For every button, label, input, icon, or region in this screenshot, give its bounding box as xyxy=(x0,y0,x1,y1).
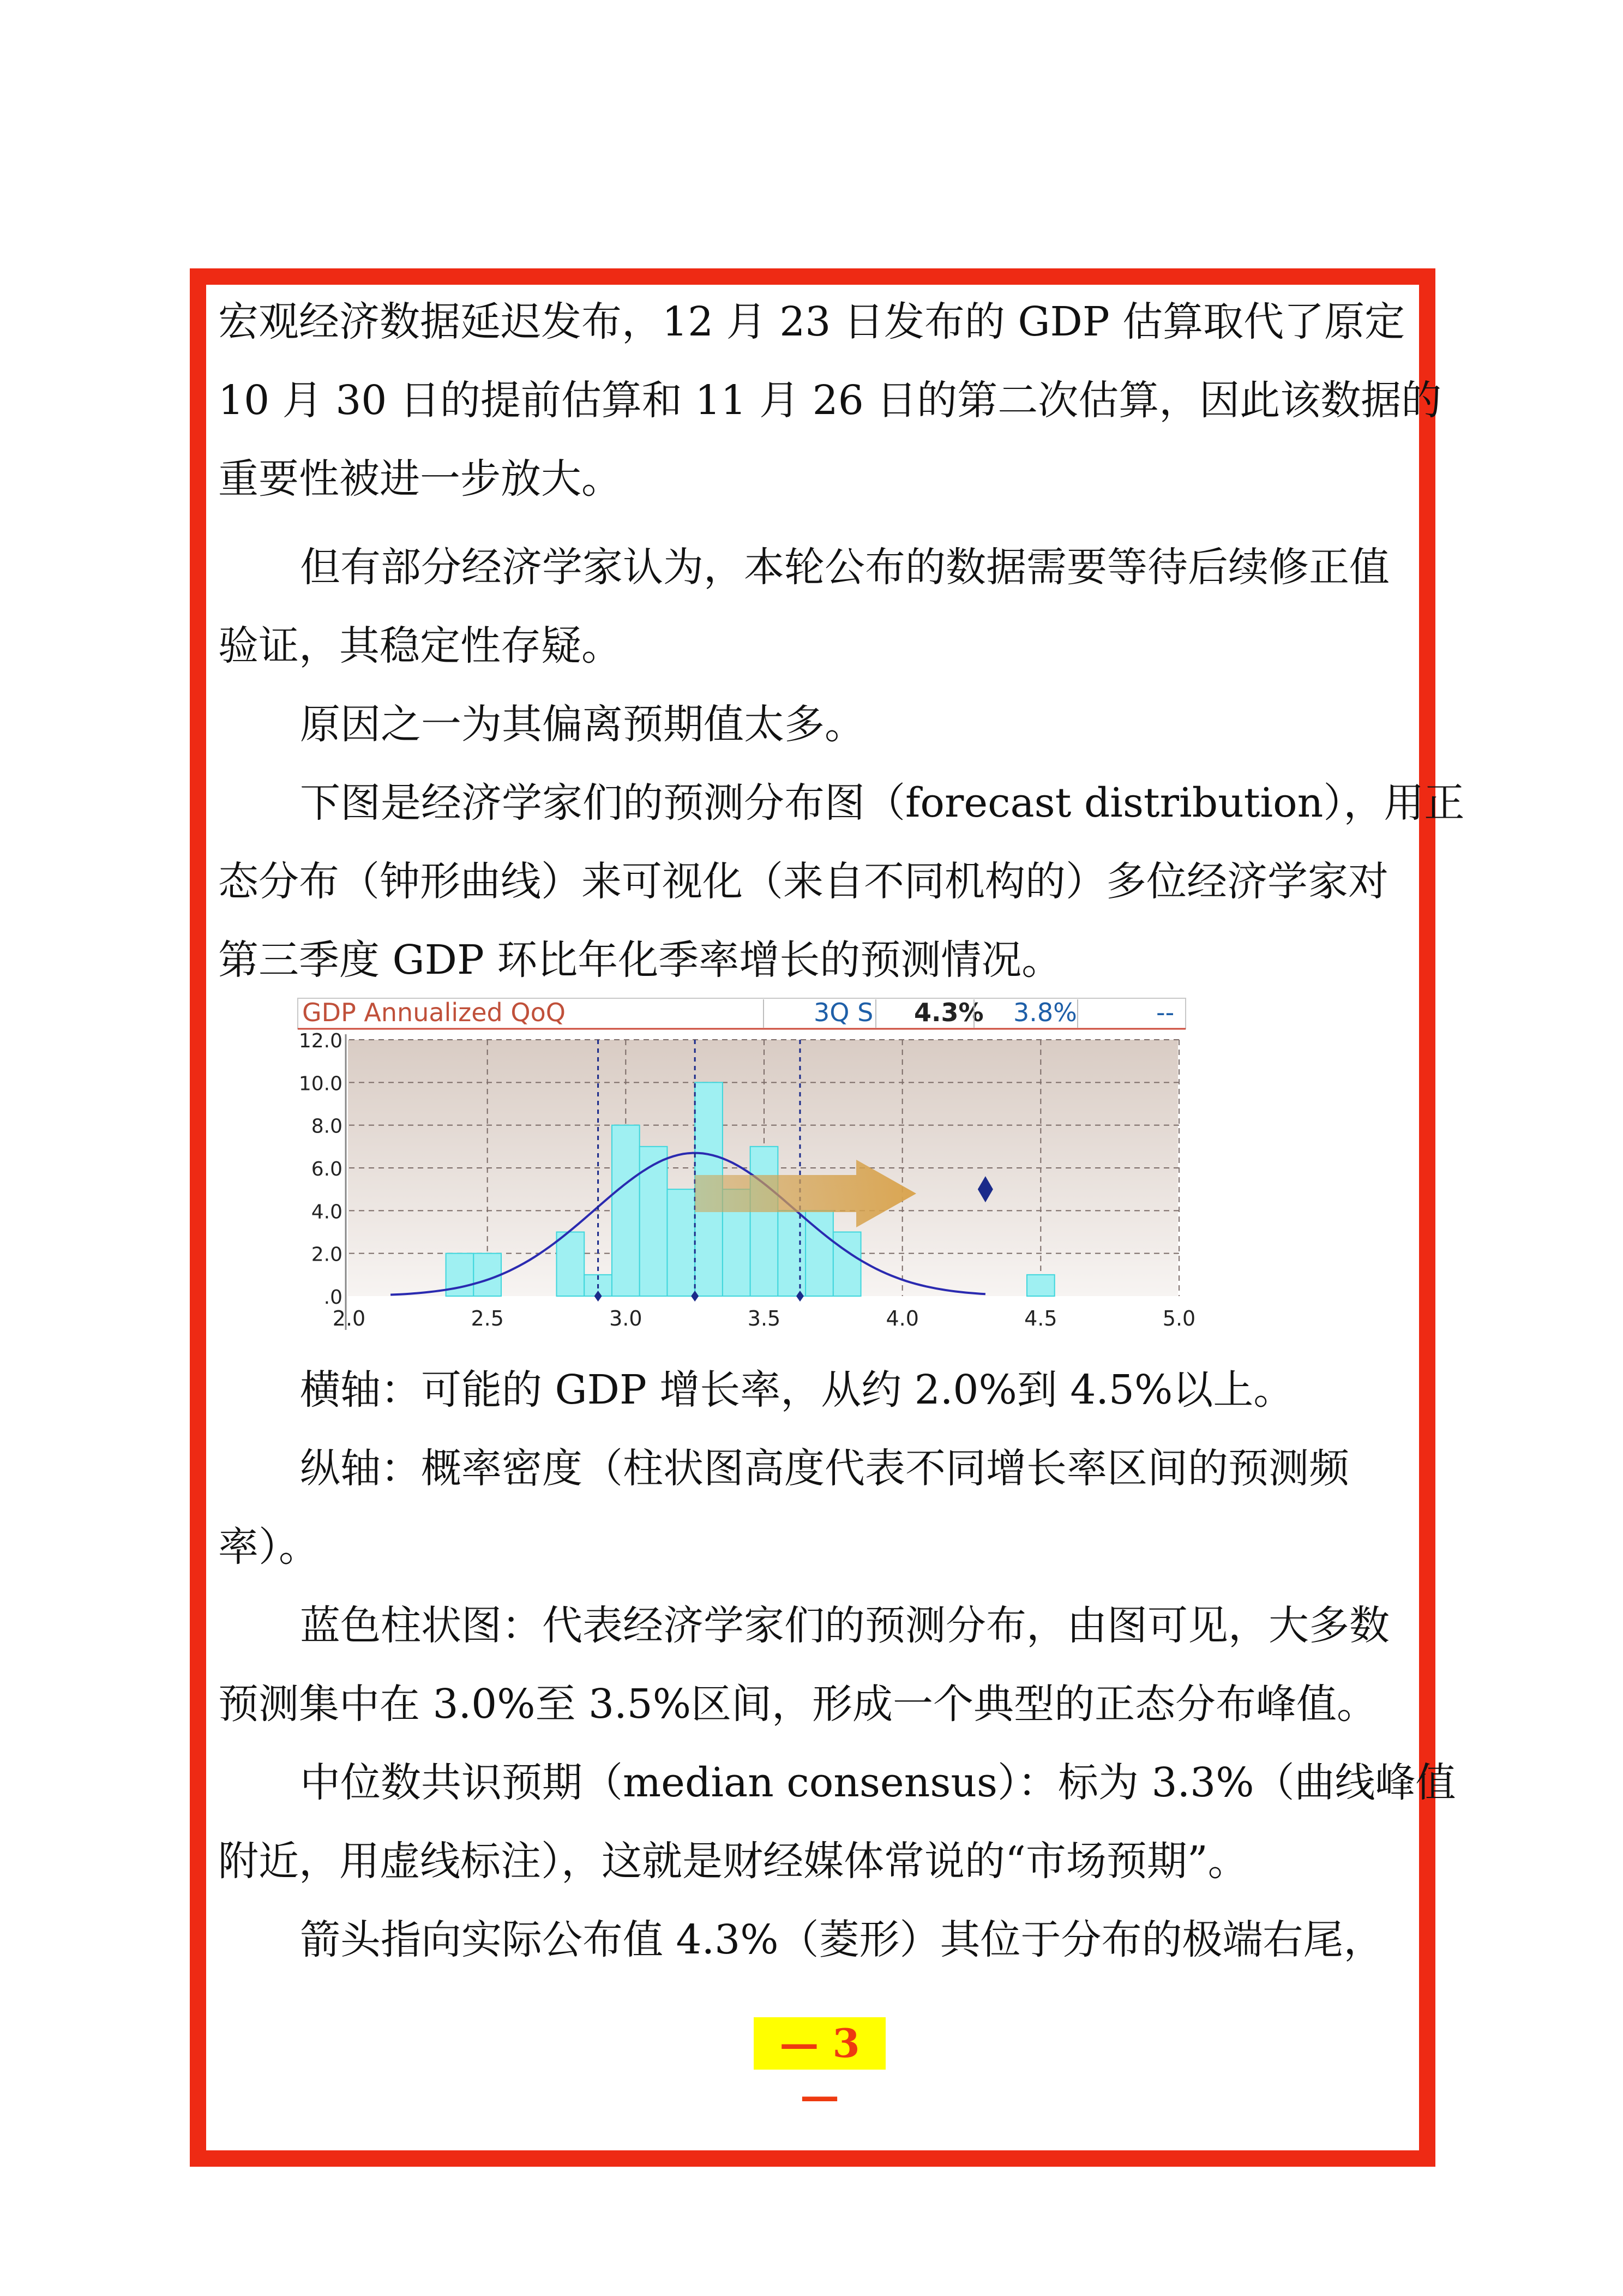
paragraph-line: 重要性被进一步放大。 xyxy=(218,455,622,502)
histogram-bar xyxy=(667,1189,695,1296)
paragraph-line: 中位数共识预期（median consensus）：标为 3.3%（曲线峰值 xyxy=(300,1759,1456,1806)
header-actual-value: 4.3% xyxy=(914,998,984,1027)
paragraph-line: 态分布（钟形曲线）来可视化（来自不同机构的）多位经济学家对 xyxy=(218,858,1388,905)
histogram-bar xyxy=(833,1232,861,1297)
y-tick-label: 6.0 xyxy=(311,1158,342,1180)
page-number: — 3 — xyxy=(754,2017,886,2070)
header-period: 3Q S xyxy=(814,998,874,1027)
histogram-bar xyxy=(778,1210,806,1296)
histogram-bar xyxy=(640,1147,668,1296)
paragraph-line: 验证，其稳定性存疑。 xyxy=(218,622,622,669)
paragraph-line: 宏观经济数据延迟发布，12 月 23 日发布的 GDP 估算取代了原定 xyxy=(218,298,1405,345)
x-tick-label: 4.0 xyxy=(886,1306,919,1330)
y-tick-label: 2.0 xyxy=(311,1243,342,1266)
x-tick-label: 5.0 xyxy=(1162,1306,1196,1330)
header-prior-value: -- xyxy=(1156,998,1175,1027)
paragraph-line: 横轴：可能的 GDP 增长率，从约 2.0%到 4.5%以上。 xyxy=(300,1366,1294,1413)
header-consensus-value: 3.8% xyxy=(1013,998,1077,1027)
histogram-bar xyxy=(1027,1275,1055,1296)
forecast-distribution-chart xyxy=(294,996,1196,1341)
paragraph-line: 预测集中在 3.0%至 3.5%区间，形成一个典型的正态分布峰值。 xyxy=(218,1681,1378,1728)
paragraph-line: 但有部分经济学家认为，本轮公布的数据需要等待后续修正值 xyxy=(300,544,1390,591)
histogram-bar xyxy=(473,1254,501,1296)
paragraph-line: 第三季度 GDP 环比年化季率增长的预测情况。 xyxy=(218,937,1062,984)
paragraph-line: 附近，用虚线标注），这就是财经媒体常说的“市场预期”。 xyxy=(218,1838,1248,1885)
y-tick-label: 12.0 xyxy=(298,1030,342,1052)
paragraph-line: 蓝色柱状图：代表经济学家们的预测分布，由图可见，大多数 xyxy=(300,1602,1390,1649)
paragraph-line: 10 月 30 日的提前估算和 11 月 26 日的第二次估算，因此该数据的 xyxy=(218,377,1442,424)
y-tick-label: 10.0 xyxy=(298,1072,342,1095)
histogram-bar xyxy=(750,1147,778,1296)
paragraph-line: 率）。 xyxy=(218,1524,319,1570)
x-tick-label: 2.5 xyxy=(471,1306,504,1330)
y-tick-label: 8.0 xyxy=(311,1115,342,1138)
histogram-bar xyxy=(612,1125,640,1296)
x-tick-label: 3.5 xyxy=(747,1306,781,1330)
paragraph-line: 原因之一为其偏离预期值太多。 xyxy=(300,701,865,748)
y-tick-label: 4.0 xyxy=(311,1201,342,1224)
x-tick-label: 4.5 xyxy=(1024,1306,1057,1330)
paragraph-line: 纵轴：概率密度（柱状图高度代表不同增长率区间的预测频 xyxy=(300,1445,1349,1492)
paragraph-line: 箭头指向实际公布值 4.3%（菱形）其位于分布的极端右尾， xyxy=(300,1916,1384,1963)
x-tick-label: 3.0 xyxy=(609,1306,642,1330)
x-tick-label: 2.0 xyxy=(332,1306,366,1330)
chart-title: GDP Annualized QoQ xyxy=(302,998,566,1027)
histogram-bar xyxy=(557,1232,585,1297)
y-tick-label: .0 xyxy=(323,1286,342,1309)
paragraph-line: 下图是经济学家们的预测分布图（forecast distribution），用正 xyxy=(300,780,1465,826)
